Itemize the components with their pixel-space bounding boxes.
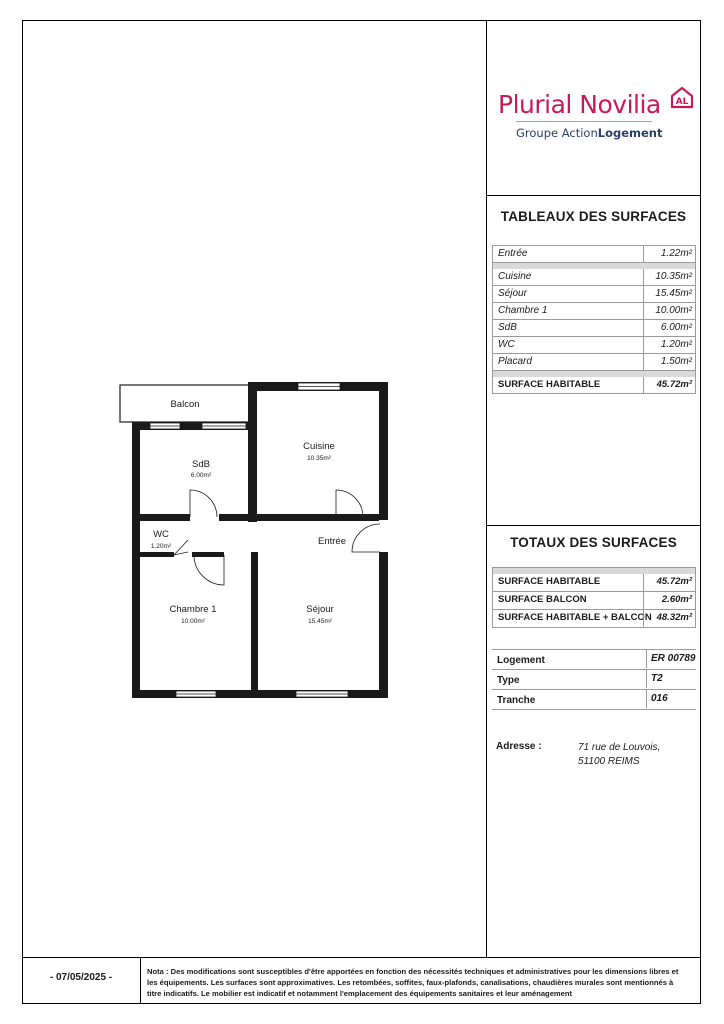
room-label-balcon: Balcon bbox=[170, 399, 200, 410]
action-logement-badge-icon bbox=[669, 86, 695, 110]
table-row: Chambre 1 10.00m² bbox=[493, 303, 695, 320]
table-row: Entrée 1.22m² bbox=[493, 246, 695, 263]
floor-plan bbox=[118, 380, 393, 702]
table-row: Cuisine 10.35m² bbox=[493, 269, 695, 286]
logo-rule bbox=[516, 121, 652, 122]
totaux-section-divider bbox=[486, 525, 701, 526]
table-row: WC 1.20m² bbox=[493, 337, 695, 354]
totaux-surfaces-title: TOTAUX DES SURFACES bbox=[510, 535, 677, 550]
table-row: Séjour 15.45m² bbox=[493, 286, 695, 303]
adresse-line2: 51100 REIMS bbox=[578, 756, 640, 767]
room-label-wc: WC bbox=[153, 529, 169, 540]
room-area-sejour: 15.45m² bbox=[308, 618, 332, 625]
room-area-cuisine: 10.35m² bbox=[307, 455, 331, 462]
adresse-label: Adresse : bbox=[496, 741, 542, 752]
wall-south bbox=[132, 690, 388, 698]
tableau-surfaces-table bbox=[492, 245, 696, 394]
footer-date: - 07/05/2025 - bbox=[49, 972, 113, 983]
wall-east-lower bbox=[379, 552, 388, 698]
logement-info-table bbox=[492, 649, 696, 710]
totaux-surfaces-table bbox=[492, 567, 696, 628]
wall-chambre-north bbox=[192, 552, 224, 557]
footer-split-divider bbox=[140, 957, 141, 1004]
room-area-sdb: 6.00m² bbox=[190, 472, 212, 479]
door-wc-swing bbox=[174, 540, 188, 555]
table-row: Tranche 016 bbox=[492, 690, 696, 710]
door-sdb-swing bbox=[190, 490, 217, 517]
wall-east-upper bbox=[379, 382, 388, 520]
room-label-sdb: SdB bbox=[192, 459, 210, 470]
table-row: Type T2 bbox=[492, 670, 696, 690]
table-separator bbox=[493, 567, 695, 574]
table-row: Logement ER 00789 bbox=[492, 650, 696, 670]
door-chambre-swing bbox=[194, 555, 224, 585]
adresse-line1: 71 rue de Louvois, bbox=[578, 742, 661, 753]
brand-name: Plurial Novilia bbox=[498, 90, 661, 119]
room-label-sejour: Séjour bbox=[306, 604, 334, 615]
column-divider bbox=[486, 20, 487, 957]
footer-divider bbox=[22, 957, 701, 958]
wall-wc-south bbox=[132, 552, 174, 557]
tableau-surfaces-title: TABLEAUX DES SURFACES bbox=[500, 209, 687, 224]
wall-cuisine-west bbox=[248, 382, 257, 522]
room-label-entree: Entrée bbox=[318, 536, 346, 547]
room-area-wc: 1.20m² bbox=[150, 543, 172, 550]
adresse-value bbox=[578, 741, 660, 769]
table-row: SURFACE HABITABLE + BALCON 48.32m² bbox=[493, 610, 695, 627]
room-label-cuisine: Cuisine bbox=[303, 441, 335, 452]
wall-west bbox=[132, 422, 140, 698]
room-label-chambre: Chambre 1 bbox=[169, 604, 217, 615]
wall-chambre-sejour bbox=[251, 552, 258, 692]
table-row: SdB 6.00m² bbox=[493, 320, 695, 337]
wall-sdb-cuisine-south bbox=[219, 514, 379, 521]
badge-text: AL bbox=[675, 97, 689, 107]
brand-logo bbox=[498, 86, 698, 146]
table-row: SURFACE HABITABLE 45.72m² bbox=[493, 574, 695, 592]
wall-sdb-south-left bbox=[132, 514, 190, 521]
room-area-chambre: 10.00m² bbox=[181, 618, 205, 625]
door-entree-swing bbox=[352, 524, 380, 552]
table-row: SURFACE BALCON 2.60m² bbox=[493, 592, 695, 610]
footer-note: Nota : Des modifications sont susceptibles d'être apportées en fonction des nécessités techniques et administratives pour les dimensions libres et les équipements. Les surfaces sont approximatives. Les retombées, soffites, faux-plafonds, canalisations, chaudières murales sont mentionnés à titre indicatifs. Le mobilier est indicatif et notamment l'emplacement des équipements sanitaires et leur aménagement bbox=[147, 967, 679, 998]
table-row: Placard 1.50m² bbox=[493, 354, 695, 371]
door-cuisine-swing bbox=[336, 490, 363, 517]
logo-section-divider bbox=[486, 195, 701, 196]
surface-habitable-total-row: SURFACE HABITABLE 45.72m² bbox=[493, 377, 695, 394]
brand-group: Groupe ActionLogement bbox=[516, 126, 663, 140]
